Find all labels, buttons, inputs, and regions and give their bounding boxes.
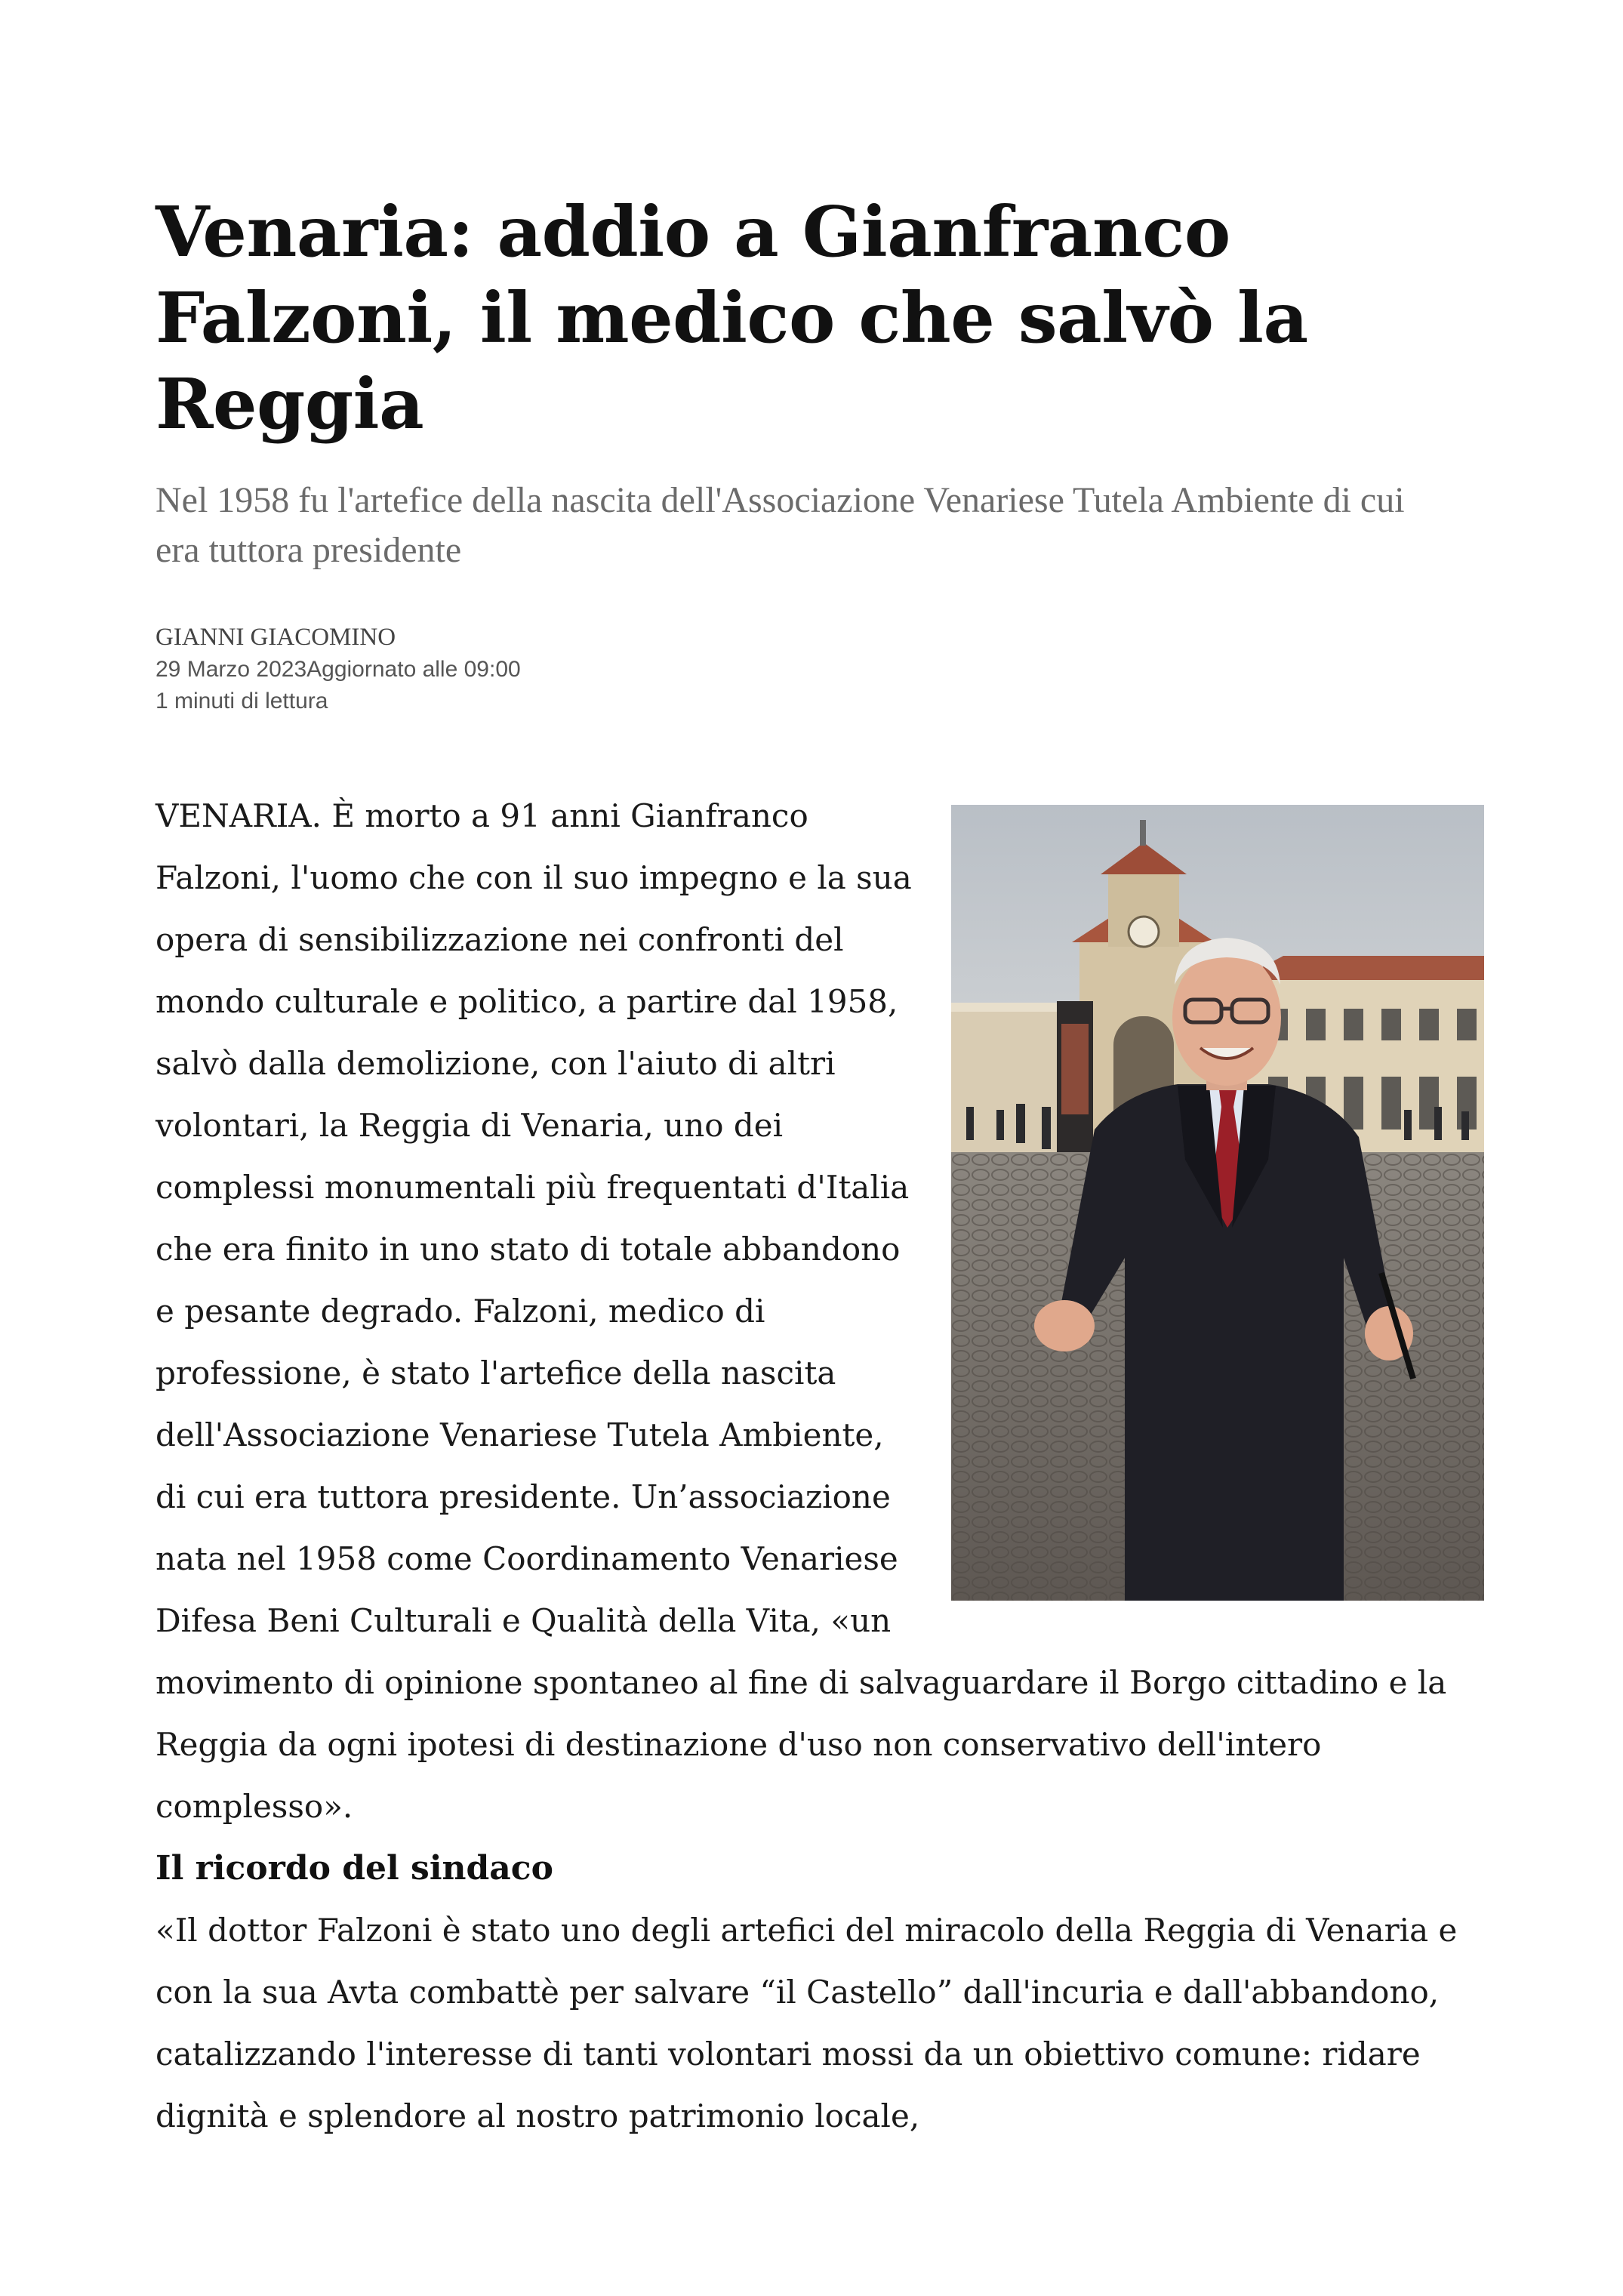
update-time: Aggiornato alle 09:00 (306, 657, 521, 682)
read-time: 1 minuti di lettura (156, 689, 328, 713)
photo-illustration (951, 805, 1484, 1601)
body-paragraph: «Il dottor Falzoni è stato uno degli artefici del miracolo della Reggia di Venaria e con la sua Avta combattè per salvare “il Castello” dall'incuria e dall'abbandono, catalizzando l'interesse di tanti volontari mossi da un obiettivo comune: ridare dignità e splendore al nostro patrimonio locale, (156, 1912, 1458, 2134)
article-headline: Venaria: addio a Gianfranco Falzoni, il medico che salvò la Reggia (156, 191, 1308, 445)
article-subtitle: Nel 1958 fu l'artefice della nascita dell'Associazione Venariese Tutela Ambiente di cui era tuttora presidente (156, 480, 1405, 570)
author-name[interactable]: GIANNI GIACOMINO (156, 624, 396, 651)
article-body (156, 785, 1484, 2147)
publish-dateline (156, 654, 1061, 686)
section-heading: Il ricordo del sindaco (156, 1849, 553, 1888)
article-meta (156, 621, 1061, 717)
article-photo (951, 805, 1484, 1601)
body-paragraph: VENARIA. È morto a 91 anni Gianfranco Falzoni, l'uomo che con il suo impegno e la sua opera di sensibilizzazione nei confronti del mondo culturale e politico, a partire dal 1958, salvò dalla demolizione, con l'aiuto di altri volontari, la Reggia di Venaria, uno dei complessi monumentali più frequentati d'Italia che era finito in uno stato di totale abbandono e pesante degrado. Falzoni, medico di professione, è stato l'artefice della nascita dell'Associazione Venariese Tutela Ambiente, di cui era tuttora presidente. Un’associazione nata nel 1958 come Coordinamento Venariese Difesa Beni Culturali e Qualità della Vita, «un movimento di opinione spontaneo al fine di salvaguardare il Borgo cittadino e la Reggia da ogni ipotesi di destinazione d'uso non conservativo dell'intero complesso». (156, 797, 1447, 1825)
publish-date: 29 Marzo 2023 (156, 657, 307, 682)
